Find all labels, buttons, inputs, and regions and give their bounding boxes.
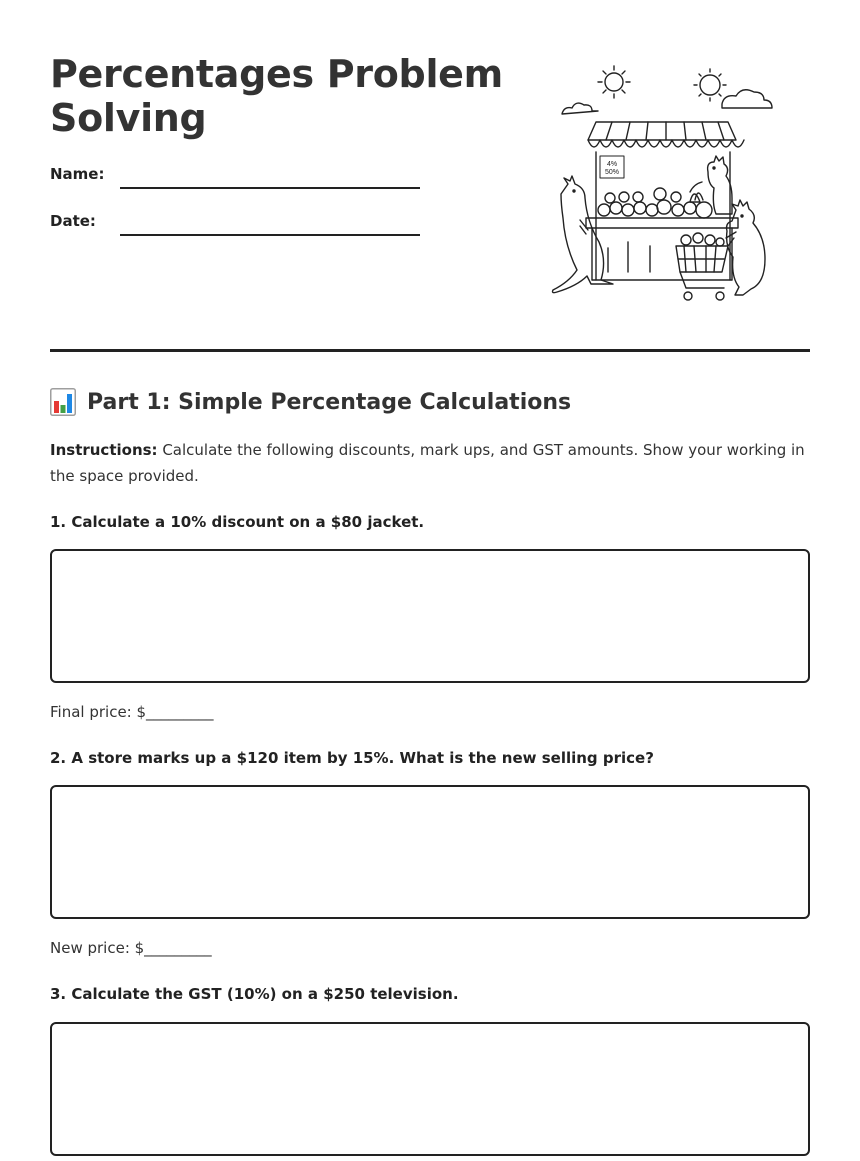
date-field[interactable] <box>120 234 420 236</box>
worksheet-title: Percentages Problem Solving <box>50 52 503 140</box>
cloud-icon <box>722 90 772 108</box>
cloud-icon <box>562 103 598 114</box>
stall-sign-top: 4% <box>606 161 618 168</box>
shopping-cart-icon <box>676 233 734 300</box>
answer-line-1[interactable]: Final price: $_________ <box>50 703 214 721</box>
working-space-2[interactable] <box>50 785 810 919</box>
part1-heading-text: Part 1: Simple Percentage Calculations <box>87 389 572 415</box>
kangaroo-icon <box>553 176 614 293</box>
sun-icon <box>598 66 630 98</box>
working-space-1[interactable] <box>50 549 810 683</box>
instructions-label: Instructions: <box>50 441 158 459</box>
date-label: Date: <box>50 212 96 230</box>
part1-instructions <box>50 437 810 489</box>
part1-heading <box>50 388 571 416</box>
bar-chart-icon <box>50 388 76 416</box>
question-1: 1. Calculate a 10% discount on a $80 jacket. <box>50 513 425 531</box>
header-divider <box>50 349 810 352</box>
name-label: Name: <box>50 165 105 183</box>
market-stall-kangaroos-icon <box>540 60 790 310</box>
instructions-text: Calculate the following discounts, mark ups, and GST amounts. Show your working in the space provided. <box>50 441 805 485</box>
answer-line-2[interactable]: New price: $_________ <box>50 939 212 957</box>
working-space-3[interactable] <box>50 1022 810 1156</box>
sun-icon <box>694 69 726 101</box>
stall-sign-bottom: 50% <box>604 169 620 176</box>
question-2: 2. A store marks up a $120 item by 15%. What is the new selling price? <box>50 749 654 767</box>
name-field[interactable] <box>120 187 420 189</box>
fruit-produce-icon <box>598 188 712 218</box>
question-3: 3. Calculate the GST (10%) on a $250 television. <box>50 985 459 1003</box>
